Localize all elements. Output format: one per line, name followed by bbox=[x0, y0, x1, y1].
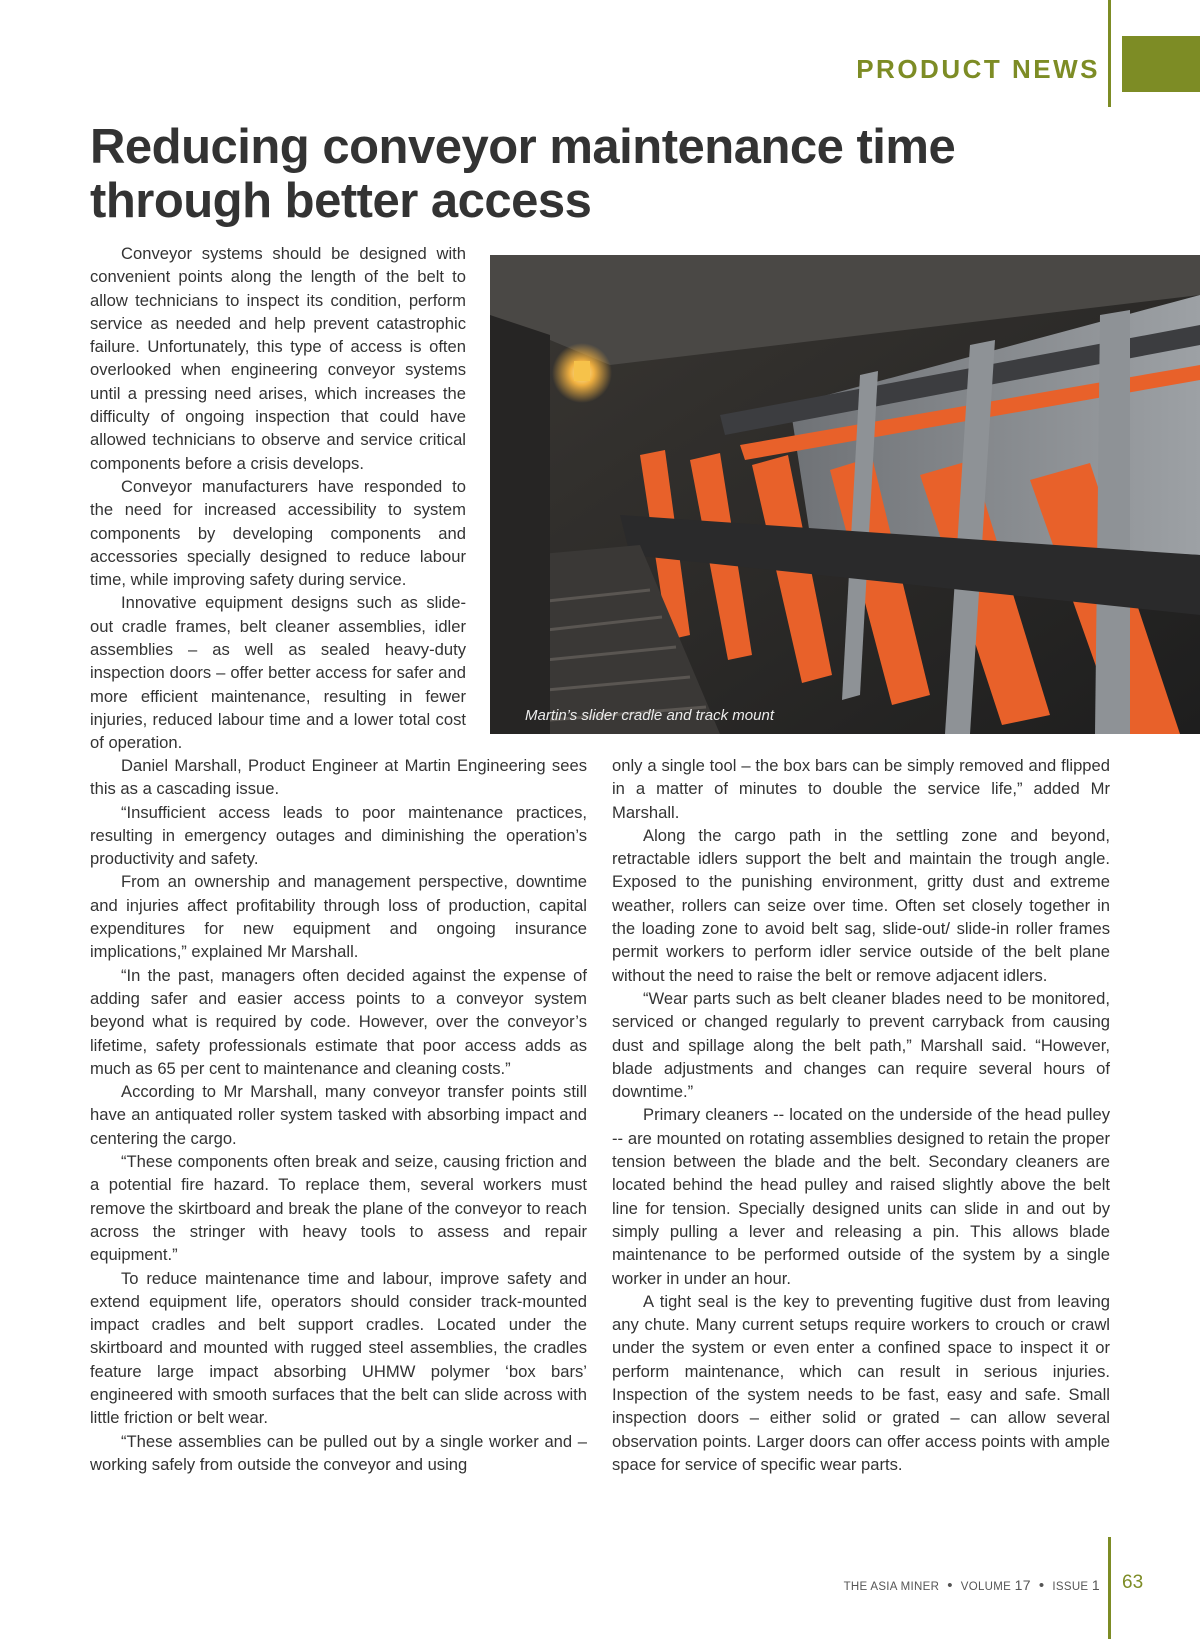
paragraph: “These assemblies can be pulled out by a single worker and – working safely from outside the conveyor and using bbox=[90, 1431, 587, 1474]
paragraph: According to Mr Marshall, many conveyor transfer points still have an antiquated roller system tasked with absorbing impact and centering the cargo. bbox=[90, 1082, 587, 1148]
article-headline: Reducing conveyor maintenance time through better access bbox=[90, 120, 956, 228]
paragraph: Along the cargo path in the settling zone and beyond, retractable idlers support the belt and maintain the trough angle. Exposed to the punishing environment, gritty dust and extreme weather, rollers can seize over time. Often set closely together in the loading zone to avoid belt sag, slide-out/ slide-in roller frames permit workers to perform idler service outside of the belt plane without the need to raise the belt or remove adjacent idlers. bbox=[612, 825, 1110, 985]
issue-number: 1 bbox=[1091, 1577, 1100, 1593]
paragraph: “These components often break and seize, causing friction and a potential fire hazard. To replace them, several workers must remove the skirtboard and break the plane of the conveyor to reach across the stringer with heavy tools to assess and repair equipment.” bbox=[90, 1152, 587, 1265]
paragraph: “Wear parts such as belt cleaner blades need to be monitored, serviced or changed regularly to prevent carryback from causing dust and spillage along the belt path,” Marshall said. “However, blade adjustments and changes can require several hours of downtime.” bbox=[612, 988, 1110, 1102]
paragraph: Primary cleaners -- located on the underside of the head pulley -- are mounted on rotating assemblies designed to retain the proper tension between the blade and the belt. Secondary cleaners are located behind the head pulley and raised slightly above the belt line for tension. Specially designed units can slide in and out by simply pulling a lever and releasing a pin. This allows blade maintenance to be performed outside of the system by a single worker in under an hour. bbox=[612, 1105, 1110, 1288]
photo-caption: Martin’s slider cradle and track mount bbox=[525, 707, 774, 724]
article-column-left-bottom bbox=[90, 754, 587, 1476]
footer-publication-info bbox=[844, 1577, 1100, 1594]
article-photo bbox=[490, 255, 1200, 734]
section-label: PRODUCT NEWS bbox=[856, 54, 1100, 84]
footer-accent-line bbox=[1108, 1537, 1111, 1639]
header-accent-block bbox=[1122, 36, 1200, 92]
article-column-right bbox=[612, 754, 1110, 1476]
article-column-left-top bbox=[90, 242, 466, 755]
paragraph: Conveyor systems should be designed with convenient points along the length of the belt to allow technicians to inspect its condition, perform service as needed and help prevent catastrophic failure. Unfortunately, this type of access is often overlooked when engineering conveyor systems until a pressing need arises, which increases the difficulty of ongoing inspection that could have allowed technicians to observe and service critical components before a crisis develops. bbox=[90, 244, 466, 473]
paragraph: A tight seal is the key to preventing fugitive dust from leaving any chute. Many current setups require workers to crouch or crawl under the system or even enter a confined space to inspect it or perform maintenance, which can result in serious injuries. Inspection of the system needs to be fast, easy and safe. Small inspection doors – either solid or grated – can allow several observation points. Larger doors can offer access points with ample space for service of specific wear parts. bbox=[612, 1291, 1110, 1474]
volume-number: 17 bbox=[1014, 1577, 1031, 1593]
conveyor-photo-illustration bbox=[490, 255, 1200, 734]
volume-label: VOLUME bbox=[960, 1581, 1012, 1593]
paragraph: Conveyor manufacturers have responded to the need for increased accessibility to system components by developing components and accessories specially designed to reduce labour time, while improving safety during service. bbox=[90, 476, 466, 590]
magazine-name: THE ASIA MINER bbox=[843, 1581, 940, 1593]
paragraph: To reduce maintenance time and labour, improve safety and extend equipment life, operators should consider track-mounted impact cradles and belt support cradles. Located under the skirtboard and mounted with rugged steel assemblies, the cradles feature large impact absorbing UHMW polymer ‘box bars’ engineered with smooth surfaces that the belt can slide across with little friction or belt wear. bbox=[90, 1268, 587, 1428]
paragraph: From an ownership and management perspective, downtime and injuries affect profitability through loss of production, capital expenditures for new equipment and ongoing insurance implications,” explained Mr Marshall. bbox=[90, 872, 587, 962]
issue-label: ISSUE bbox=[1052, 1581, 1089, 1593]
paragraph: only a single tool – the box bars can be simply removed and flipped in a matter of minutes to double the service life,” added Mr Marshall. bbox=[612, 756, 1110, 822]
paragraph: Daniel Marshall, Product Engineer at Martin Engineering sees this as a cascading issue. bbox=[90, 756, 587, 799]
separator-dot: • bbox=[1038, 1577, 1045, 1594]
separator-dot: • bbox=[947, 1577, 953, 1594]
header-accent-line bbox=[1108, 0, 1111, 107]
page-number: 63 bbox=[1122, 1572, 1144, 1593]
paragraph: “Insufficient access leads to poor maintenance practices, resulting in emergency outages and diminishing the operation’s productivity and safety. bbox=[90, 802, 587, 869]
paragraph: Innovative equipment designs such as slide-out cradle frames, belt cleaner assemblies, idler assemblies – as well as sealed heavy-duty inspection doors – offer better access for safer and more efficient maintenance, resulting in fewer injuries, reduced labour time and a lower total cost of operation. bbox=[90, 593, 466, 753]
paragraph: “In the past, managers often decided against the expense of adding safer and easier access points to a conveyor system beyond what is required by code. However, over the conveyor’s lifetime, safety professionals estimate that poor access adds as much as 65 per cent to maintenance and cleaning costs.” bbox=[90, 965, 587, 1078]
